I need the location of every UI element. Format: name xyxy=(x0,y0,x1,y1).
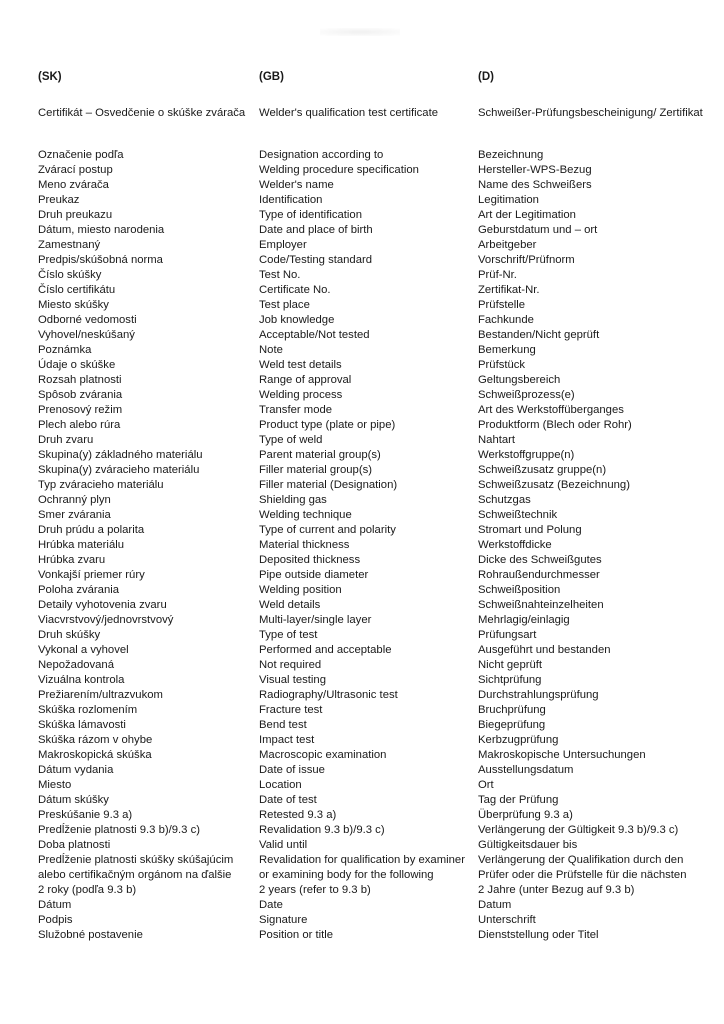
term-sk: 2 roky (podľa 9.3 b) xyxy=(38,884,137,896)
term-sk: Dátum xyxy=(38,899,72,911)
term-sk: Údaje o skúške xyxy=(38,359,116,371)
term-gb: Shielding gas xyxy=(259,494,327,506)
term-list-de xyxy=(478,148,716,943)
term-sk: Miesto skúšky xyxy=(38,299,109,311)
term-sk: Druh prúdu a polarita xyxy=(38,524,145,536)
term-sk: Vyhovel/neskúšaný xyxy=(38,329,135,341)
term-de: Schweißnahteinzelheiten xyxy=(478,599,604,611)
term-de: Sichtprüfung xyxy=(478,674,542,686)
term-sk: Spôsob zvárania xyxy=(38,389,123,401)
term-sk: Skupina(y) zváracieho materiálu xyxy=(38,464,200,476)
term-gb: Valid until xyxy=(259,839,308,851)
term-de: Prüfstelle xyxy=(478,299,526,311)
term-gb: Test place xyxy=(259,299,310,311)
term-sk: Služobné postavenie xyxy=(38,929,143,941)
term-gb: Certificate No. xyxy=(259,284,331,296)
term-gb: Type of test xyxy=(259,629,318,641)
title-de: Schweißer-Prüfungsbescheinigung/ Zertifikat xyxy=(478,107,703,119)
term-de: Überprüfung 9.3 a) xyxy=(478,809,573,821)
term-de: Prüf-Nr. xyxy=(478,269,517,281)
term-gb: Weld test details xyxy=(259,359,342,371)
term-de: Ausstellungsdatum xyxy=(478,764,574,776)
term-gb: Type of weld xyxy=(259,434,323,446)
term-gb: Note xyxy=(259,344,283,356)
term-sk: Zvárací postup xyxy=(38,164,113,176)
term-de: Legitimation xyxy=(478,194,539,206)
term-gb: Date of issue xyxy=(259,764,325,776)
term-de: Durchstrahlungsprüfung xyxy=(478,689,599,701)
term-gb: Product type (plate or pipe) xyxy=(259,419,396,431)
term-de: Dienststellung oder Titel xyxy=(478,929,599,941)
term-sk: Poznámka xyxy=(38,344,92,356)
term-sk: Poloha zvárania xyxy=(38,584,120,596)
term-sk: Prežiarením/ultrazvukom xyxy=(38,689,163,701)
term-sk: Smer zvárania xyxy=(38,509,111,521)
term-de: Schweißzusatz gruppe(n) xyxy=(478,464,607,476)
term-gb: Transfer mode xyxy=(259,404,333,416)
term-gb: Acceptable/Not tested xyxy=(259,329,370,341)
term-sk: Doba platnosti xyxy=(38,839,111,851)
term-de: Kerbzugprüfung xyxy=(478,734,559,746)
term-list-sk xyxy=(38,148,248,943)
term-sk: Dátum skúšky xyxy=(38,794,109,806)
term-de: Biegeprüfung xyxy=(478,719,546,731)
term-de: Art des Werkstoffüberganges xyxy=(478,404,624,416)
term-de: Nahtart xyxy=(478,434,516,446)
title-sk: Certifikát – Osvedčenie o skúške zvárača xyxy=(38,107,246,119)
term-sk: Zamestnaný xyxy=(38,239,101,251)
term-sk: Číslo certifikátu xyxy=(38,284,116,296)
term-de: 2 Jahre (unter Bezug auf 9.3 b) xyxy=(478,884,635,896)
term-sk: Podpis xyxy=(38,914,73,926)
term-de: Bemerkung xyxy=(478,344,536,356)
term-sk: Predpis/skúšobná norma xyxy=(38,254,163,266)
term-gb: Location xyxy=(259,779,302,791)
term-gb: Visual testing xyxy=(259,674,326,686)
term-gb: Revalidation 9.3 b)/9.3 c) xyxy=(259,824,385,836)
term-gb: Macroscopic examination xyxy=(259,749,387,761)
term-de: Ausgeführt und bestanden xyxy=(478,644,611,656)
term-de: Makroskopische Untersuchungen xyxy=(478,749,646,761)
term-de: Schweißzusatz (Bezeichnung) xyxy=(478,479,630,491)
term-gb: Job knowledge xyxy=(259,314,335,326)
term-sk: Viacvrstvový/jednovrstvový xyxy=(38,614,174,626)
term-de: Werkstoffdicke xyxy=(478,539,552,551)
term-gb: Welding procedure specification xyxy=(259,164,419,176)
term-sk: alebo certifikačným orgánom na ďalšie xyxy=(38,869,232,881)
term-sk: Meno zvárača xyxy=(38,179,109,191)
term-de: Zertifikat-Nr. xyxy=(478,284,540,296)
header-gb: (GB) xyxy=(259,71,284,83)
term-sk: Vonkajší priemer rúry xyxy=(38,569,145,581)
term-de: Dicke des Schweißgutes xyxy=(478,554,602,566)
term-gb: or examining body for the following xyxy=(259,869,434,881)
term-sk: Skúška rázom v ohybe xyxy=(38,734,153,746)
term-de: Vorschrift/Prüfnorm xyxy=(478,254,575,266)
term-gb: Range of approval xyxy=(259,374,352,386)
term-gb: Parent material group(s) xyxy=(259,449,381,461)
term-gb: Position or title xyxy=(259,929,334,941)
term-gb: 2 years (refer to 9.3 b) xyxy=(259,884,371,896)
scan-smudge xyxy=(320,28,400,36)
term-de: Datum xyxy=(478,899,512,911)
term-sk: Druh preukazu xyxy=(38,209,113,221)
term-sk: Preukaz xyxy=(38,194,80,206)
term-de: Fachkunde xyxy=(478,314,534,326)
term-gb: Date of test xyxy=(259,794,317,806)
term-de: Geburstdatum und – ort xyxy=(478,224,598,236)
term-gb: Filler material (Designation) xyxy=(259,479,398,491)
term-de: Unterschrift xyxy=(478,914,536,926)
term-gb: Code/Testing standard xyxy=(259,254,373,266)
header-sk: (SK) xyxy=(38,71,62,83)
term-gb: Impact test xyxy=(259,734,315,746)
term-sk: Predĺženie platnosti skúšky skúšajúcim xyxy=(38,854,234,866)
term-de: Gültigkeitsdauer bis xyxy=(478,839,578,851)
term-gb: Revalidation for qualification by examiner xyxy=(259,854,465,866)
term-gb: Multi-layer/single layer xyxy=(259,614,372,626)
term-de: Schweißtechnik xyxy=(478,509,558,521)
term-sk: Označenie podľa xyxy=(38,149,124,161)
term-sk: Predĺženie platnosti 9.3 b)/9.3 c) xyxy=(38,824,201,836)
term-sk: Dátum vydania xyxy=(38,764,114,776)
term-gb: Test No. xyxy=(259,269,301,281)
term-de: Tag der Prüfung xyxy=(478,794,559,806)
term-de: Verlängerung der Qualifikation durch den xyxy=(478,854,684,866)
term-gb: Performed and acceptable xyxy=(259,644,392,656)
term-list-gb xyxy=(259,148,474,943)
term-gb: Fracture test xyxy=(259,704,323,716)
term-de: Prüfungsart xyxy=(478,629,537,641)
term-sk: Vizuálna kontrola xyxy=(38,674,125,686)
term-gb: Filler material group(s) xyxy=(259,464,372,476)
term-gb: Type of identification xyxy=(259,209,362,221)
term-de: Schweißprozess(e) xyxy=(478,389,575,401)
term-de: Mehrlagig/einlagig xyxy=(478,614,570,626)
term-gb: Welder's name xyxy=(259,179,334,191)
term-gb: Employer xyxy=(259,239,307,251)
term-sk: Odborné vedomosti xyxy=(38,314,137,326)
term-de: Rohraußendurchmesser xyxy=(478,569,600,581)
term-sk: Hrúbka zvaru xyxy=(38,554,106,566)
term-de: Bruchprüfung xyxy=(478,704,546,716)
term-de: Name des Schweißers xyxy=(478,179,592,191)
term-de: Verlängerung der Gültigkeit 9.3 b)/9.3 c) xyxy=(478,824,679,836)
term-de: Bezeichnung xyxy=(478,149,544,161)
term-sk: Nepožadovaná xyxy=(38,659,115,671)
term-sk: Dátum, miesto narodenia xyxy=(38,224,165,236)
term-de: Bestanden/Nicht geprüft xyxy=(478,329,600,341)
term-sk: Preskúšanie 9.3 a) xyxy=(38,809,133,821)
term-gb: Weld details xyxy=(259,599,321,611)
term-sk: Prenosový režim xyxy=(38,404,123,416)
term-sk: Skúška rozlomením xyxy=(38,704,138,716)
term-sk: Detaily vyhotovenia zvaru xyxy=(38,599,167,611)
term-de: Art der Legitimation xyxy=(478,209,576,221)
term-gb: Radiography/Ultrasonic test xyxy=(259,689,398,701)
term-de: Schweißposition xyxy=(478,584,561,596)
term-sk: Vykonal a vyhovel xyxy=(38,644,129,656)
term-sk: Typ zváracieho materiálu xyxy=(38,479,164,491)
term-gb: Welding position xyxy=(259,584,342,596)
term-gb: Type of current and polarity xyxy=(259,524,396,536)
title-gb: Welder's qualification test certificate xyxy=(259,107,439,119)
term-gb: Bend test xyxy=(259,719,307,731)
term-gb: Not required xyxy=(259,659,322,671)
term-gb: Retested 9.3 a) xyxy=(259,809,337,821)
term-de: Arbeitgeber xyxy=(478,239,537,251)
term-sk: Makroskopická skúška xyxy=(38,749,152,761)
term-sk: Skúška lámavosti xyxy=(38,719,126,731)
term-gb: Material thickness xyxy=(259,539,350,551)
term-sk: Rozsah platnosti xyxy=(38,374,122,386)
term-de: Nicht geprüft xyxy=(478,659,543,671)
term-gb: Pipe outside diameter xyxy=(259,569,369,581)
term-de: Schutzgas xyxy=(478,494,531,506)
header-de: (D) xyxy=(478,71,494,83)
term-de: Hersteller-WPS-Bezug xyxy=(478,164,592,176)
term-gb: Date and place of birth xyxy=(259,224,373,236)
term-sk: Miesto xyxy=(38,779,72,791)
term-gb: Identification xyxy=(259,194,323,206)
term-gb: Signature xyxy=(259,914,308,926)
term-de: Prüfstück xyxy=(478,359,526,371)
term-sk: Skupina(y) základného materiálu xyxy=(38,449,203,461)
term-de: Prüfer oder die Prüfstelle für die nächsten xyxy=(478,869,687,881)
term-sk: Druh zvaru xyxy=(38,434,94,446)
term-sk: Číslo skúšky xyxy=(38,269,102,281)
term-de: Werkstoffgruppe(n) xyxy=(478,449,575,461)
term-de: Stromart und Polung xyxy=(478,524,582,536)
term-gb: Welding technique xyxy=(259,509,352,521)
term-sk: Hrúbka materiálu xyxy=(38,539,125,551)
term-gb: Date xyxy=(259,899,283,911)
term-sk: Druh skúšky xyxy=(38,629,101,641)
term-de: Ort xyxy=(478,779,494,791)
term-de: Geltungsbereich xyxy=(478,374,561,386)
term-gb: Designation according to xyxy=(259,149,384,161)
term-de: Produktform (Blech oder Rohr) xyxy=(478,419,632,431)
term-sk: Plech alebo rúra xyxy=(38,419,121,431)
term-gb: Welding process xyxy=(259,389,343,401)
term-sk: Ochranný plyn xyxy=(38,494,111,506)
term-gb: Deposited thickness xyxy=(259,554,361,566)
